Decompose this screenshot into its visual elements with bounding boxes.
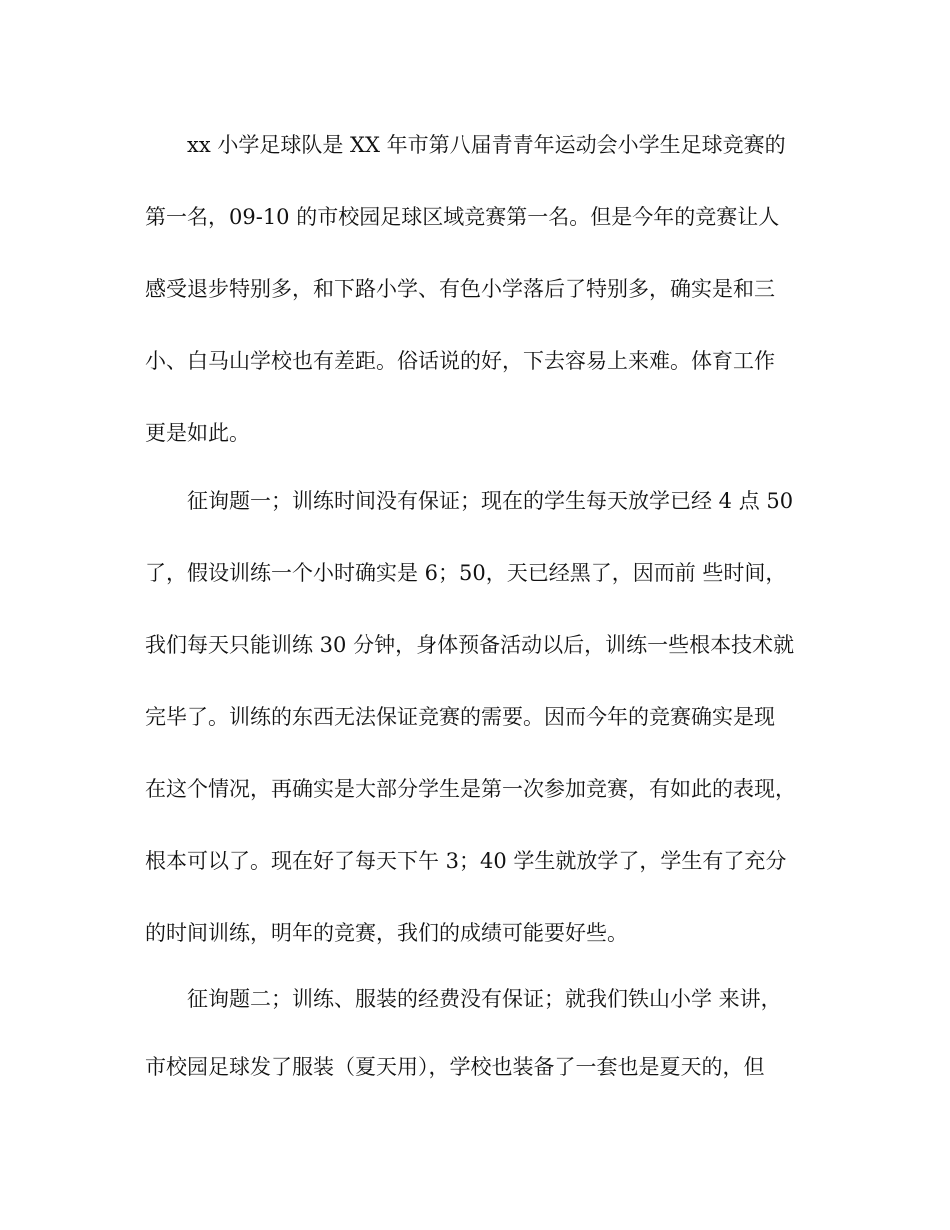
paragraph-2-line-3: 我们每天只能训练 30 分钟，身体预备活动以后，训练一些根本技术就 (145, 633, 795, 657)
paragraph-2-line-2: 了，假设训练一个小时确实是 6；50，天已经黑了，因而前 些时间， (145, 561, 787, 585)
paragraph-1-line-1: xx 小学足球队是 XX 年市第八届青青年运动会小学生足球竞赛的 (187, 133, 786, 157)
paragraph-3-line-1: 征询题二；训练、服装的经费没有保证；就我们铁山小学 来讲， (187, 987, 782, 1011)
paragraph-1-line-5: 更是如此。 (145, 421, 250, 445)
paragraph-2-line-7: 的时间训练，明年的竞赛，我们的成绩可能要好些。 (145, 921, 628, 945)
paragraph-2-line-4: 完毕了。训练的东西无法保证竞赛的需要。因而今年的竞赛确实是现 (145, 705, 775, 729)
paragraph-1-line-4: 小、白马山学校也有差距。俗话说的好，下去容易上来难。体育工作 (145, 349, 775, 373)
paragraph-3-line-2: 市校园足球发了服装（夏天用），学校也装备了一套也是夏天的，但 (145, 1055, 765, 1079)
paragraph-2-line-6: 根本可以了。现在好了每天下午 3；40 学生就放学了，学生有了充分 (145, 849, 787, 873)
paragraph-2-line-1: 征询题一；训练时间没有保证；现在的学生每天放学已经 4 点 50 (187, 489, 794, 513)
paragraph-2-line-5: 在这个情况，再确实是大部分学生是第一次参加竞赛，有如此的表现， (145, 777, 796, 801)
paragraph-1-line-3: 感受退步特别多，和下路小学、有色小学落后了特别多，确实是和三 (145, 277, 775, 301)
paragraph-1-line-2: 第一名，09-10 的市校园足球区域竞赛第一名。但是今年的竞赛让人 (145, 205, 780, 229)
